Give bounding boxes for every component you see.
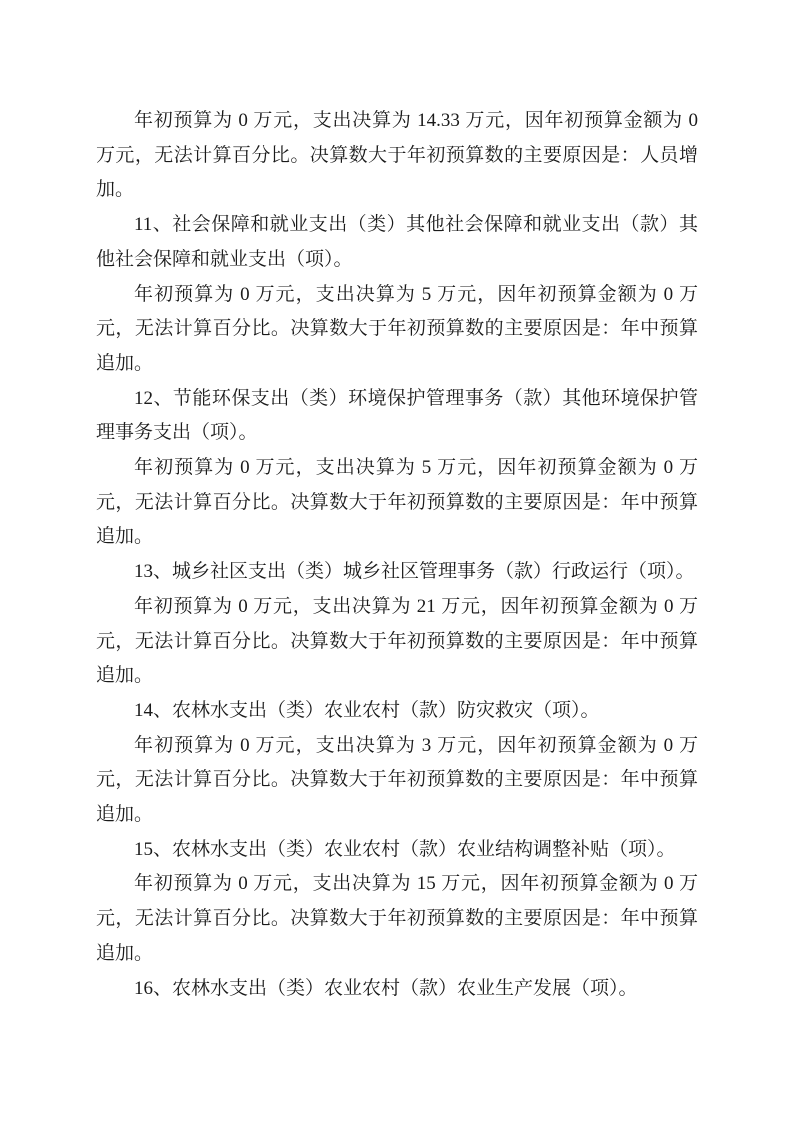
paragraph: 年初预算为 0 万元，支出决算为 5 万元，因年初预算金额为 0 万元，无法计算百分比。决算数大于年初预算数的主要原因是：年中预算追加。	[96, 283, 698, 374]
paragraph: 年初预算为 0 万元，支出决算为 14.33 万元，因年初预算金额为 0 万元，无法计算百分比。决算数大于年初预算数的主要原因是：人员增加。	[96, 110, 698, 201]
paragraph: 年初预算为 0 万元，支出决算为 5 万元，因年初预算金额为 0 万元，无法计算百分比。决算数大于年初预算数的主要原因是：年中预算追加。	[96, 457, 698, 548]
paragraph: 15、农林水支出（类）农业农村（款）农业结构调整补贴（项）。	[134, 838, 676, 860]
paragraph: 年初预算为 0 万元，支出决算为 15 万元，因年初预算金额为 0 万元，无法计算百分比。决算数大于年初预算数的主要原因是：年中预算追加。	[96, 873, 698, 964]
paragraph: 16、农林水支出（类）农业农村（款）农业生产发展（项）。	[134, 977, 638, 999]
document-body	[96, 104, 698, 1006]
paragraph: 年初预算为 0 万元，支出决算为 3 万元，因年初预算金额为 0 万元，无法计算百分比。决算数大于年初预算数的主要原因是：年中预算追加。	[96, 734, 698, 826]
paragraph: 14、农林水支出（类）农业农村（款）防灾救灾（项）。	[134, 699, 600, 721]
paragraph: 11、社会保障和就业支出（类）其他社会保障和就业支出（款）其他社会保障和就业支出（项）。	[96, 214, 698, 270]
paragraph: 12、节能环保支出（类）环境保护管理事务（款）其他环境保护管理事务支出（项）。	[96, 387, 698, 444]
paragraph: 13、城乡社区支出（类）城乡社区管理事务（款）行政运行（项）。	[134, 561, 695, 583]
paragraph: 年初预算为 0 万元，支出决算为 21 万元，因年初预算金额为 0 万元，无法计算百分比。决算数大于年初预算数的主要原因是：年中预算追加。	[96, 595, 698, 687]
